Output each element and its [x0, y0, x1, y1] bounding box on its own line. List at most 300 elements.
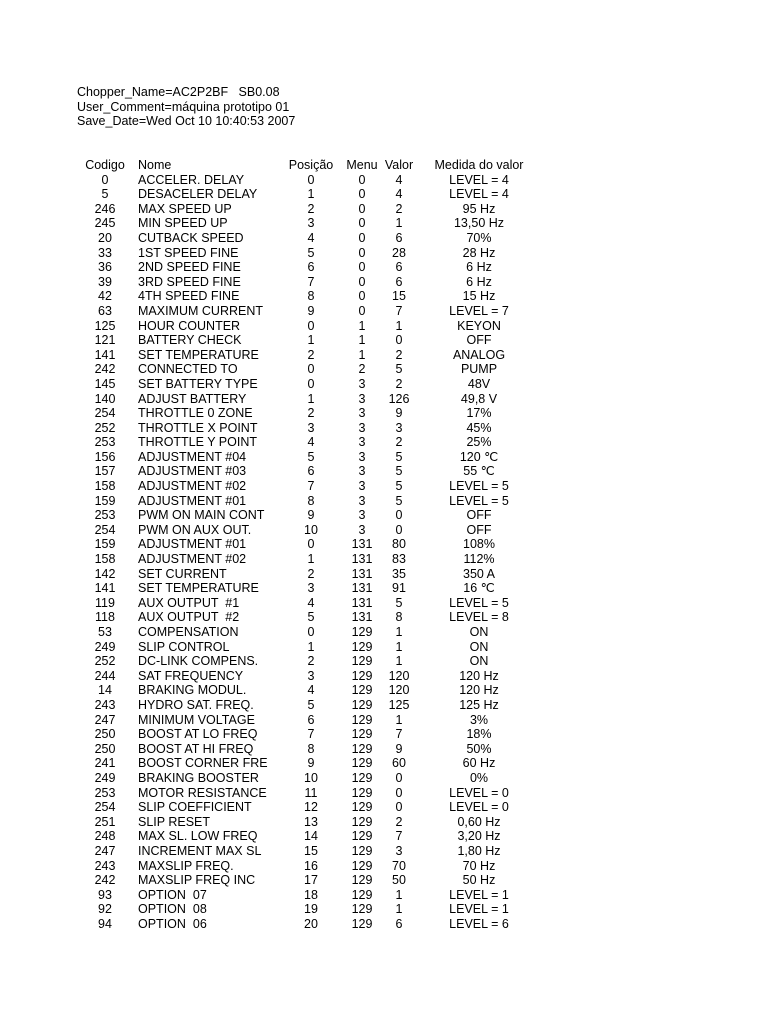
- table-row: [72, 173, 542, 188]
- valor-cell: 5: [395, 362, 403, 377]
- table-row: [72, 479, 542, 494]
- table-row: [72, 508, 542, 523]
- posicao-cell: 16: [304, 858, 318, 873]
- save-date-line: Save_Date=Wed Oct 10 10:40:53 2007: [77, 114, 296, 128]
- posicao-cell: 2: [307, 201, 315, 216]
- posicao-cell: 6: [307, 260, 315, 275]
- medida-cell: 70%: [466, 230, 492, 245]
- medida-cell: LEVEL = 4: [449, 172, 509, 187]
- menu-cell: 129: [351, 639, 373, 654]
- codigo-cell: 252: [94, 420, 116, 435]
- posicao-cell: 1: [307, 552, 315, 567]
- posicao-cell: 14: [304, 829, 318, 844]
- menu-cell: 0: [358, 245, 366, 260]
- codigo-cell: 94: [98, 916, 112, 931]
- valor-cell: 9: [395, 741, 403, 756]
- user-comment-line: User_Comment=máquina prototipo 01: [77, 99, 290, 114]
- table-row: [72, 231, 542, 246]
- medida-cell: 15 Hz: [462, 289, 496, 304]
- codigo-cell: 245: [94, 216, 116, 231]
- menu-cell: 0: [358, 274, 366, 289]
- codigo-cell: 5: [101, 187, 109, 202]
- codigo-cell: 159: [94, 493, 116, 508]
- nome-cell: PWM ON MAIN CONT: [138, 508, 265, 523]
- table-row: [72, 187, 542, 202]
- codigo-cell: 247: [94, 712, 116, 727]
- nome-cell: ADJUSTMENT #02: [138, 479, 247, 494]
- posicao-cell: 2: [307, 406, 315, 421]
- medida-cell: 125 Hz: [459, 697, 499, 712]
- posicao-cell: 8: [307, 741, 315, 756]
- table-row: [72, 319, 542, 334]
- menu-cell: 131: [351, 610, 373, 625]
- posicao-cell: 10: [304, 770, 318, 785]
- posicao-cell: 1: [307, 187, 315, 202]
- table-row: [72, 742, 542, 757]
- chopper-name-line: Chopper_Name=AC2P2BF SB0.08: [77, 85, 280, 99]
- nome-cell: ADJUSTMENT #04: [138, 449, 247, 464]
- posicao-cell: 15: [304, 843, 318, 858]
- valor-cell: 50: [392, 873, 406, 888]
- posicao-cell: 5: [307, 449, 315, 464]
- codigo-cell: 0: [101, 172, 109, 187]
- table-row: [72, 275, 542, 290]
- posicao-cell: 3: [307, 420, 315, 435]
- nome-cell: SLIP CONTROL: [138, 639, 230, 654]
- codigo-cell: 254: [94, 522, 116, 537]
- posicao-cell: 20: [304, 916, 318, 931]
- nome-cell: AUX OUTPUT #1: [138, 595, 240, 610]
- codigo-cell: 249: [94, 639, 116, 654]
- posicao-cell: 2: [307, 566, 315, 581]
- valor-cell: 2: [395, 435, 403, 450]
- menu-cell: 1: [358, 347, 366, 362]
- nome-cell: DC-LINK COMPENS.: [138, 654, 259, 669]
- valor-cell: 1: [395, 318, 403, 333]
- posicao-cell: 3: [307, 216, 315, 231]
- menu-cell: 0: [358, 289, 366, 304]
- menu-cell: 131: [351, 537, 373, 552]
- medida-cell: 120 Hz: [459, 683, 499, 698]
- medida-cell: LEVEL = 5: [449, 595, 509, 610]
- valor-cell: 1: [395, 887, 403, 902]
- valor-cell: 3: [395, 843, 403, 858]
- posicao-cell: 2: [307, 347, 315, 362]
- medida-cell: 45%: [466, 420, 492, 435]
- valor-cell: 120: [388, 683, 410, 698]
- posicao-cell: 12: [304, 800, 318, 815]
- codigo-cell: 119: [95, 595, 115, 610]
- menu-cell: 129: [351, 843, 373, 858]
- nome-cell: OPTION 07: [138, 887, 207, 902]
- valor-cell: 0: [395, 800, 403, 815]
- nome-cell: ADJUST BATTERY: [138, 391, 247, 406]
- menu-cell: 3: [358, 435, 366, 450]
- nome-cell: MAXSLIP FREQ INC: [138, 873, 256, 888]
- posicao-cell: 3: [307, 668, 315, 683]
- medida-cell: 6 Hz: [466, 260, 492, 275]
- table-row: [72, 289, 542, 304]
- table-row: [72, 800, 542, 815]
- nome-cell: SET TEMPERATURE: [138, 581, 259, 596]
- valor-cell: 1: [395, 625, 403, 639]
- valor-cell: 83: [392, 552, 406, 567]
- menu-cell: 3: [358, 464, 366, 479]
- posicao-cell: 4: [307, 683, 315, 698]
- medida-cell: 95 Hz: [462, 201, 496, 216]
- nome-cell: MINIMUM VOLTAGE: [138, 712, 255, 727]
- codigo-cell: 254: [94, 800, 116, 815]
- medida-cell: ON: [469, 639, 489, 654]
- medida-cell: 60 Hz: [462, 756, 496, 771]
- table-row: [72, 727, 542, 742]
- menu-cell: 131: [351, 552, 373, 567]
- nome-cell: SAT FREQUENCY: [138, 668, 244, 683]
- codigo-cell: 118: [95, 610, 115, 625]
- table-row: [72, 625, 542, 640]
- codigo-cell: 249: [94, 770, 116, 785]
- valor-cell: 2: [395, 814, 403, 829]
- menu-cell: 0: [358, 216, 366, 231]
- menu-cell: 129: [351, 712, 373, 727]
- table-row: [72, 640, 542, 655]
- nome-cell: THROTTLE Y POINT: [138, 435, 258, 450]
- posicao-cell: 1: [307, 639, 315, 654]
- table-row: [72, 669, 542, 684]
- valor-cell: 6: [395, 274, 403, 289]
- medida-cell: LEVEL = 0: [449, 785, 509, 800]
- menu-cell: 129: [351, 683, 373, 698]
- codigo-cell: 158: [94, 552, 116, 567]
- medida-cell: 25%: [466, 435, 492, 450]
- posicao-cell: 0: [307, 376, 315, 391]
- posicao-cell: 5: [307, 245, 315, 260]
- nome-cell: 2ND SPEED FINE: [138, 260, 241, 275]
- menu-cell: 3: [358, 376, 366, 391]
- table-row: [72, 567, 542, 582]
- codigo-cell: 159: [94, 537, 116, 552]
- nome-cell: SET TEMPERATURE: [138, 347, 259, 362]
- nome-cell: MAXIMUM CURRENT: [138, 303, 263, 318]
- table-row: [72, 202, 542, 217]
- codigo-cell: 248: [94, 829, 116, 844]
- posicao-cell: 9: [307, 756, 315, 771]
- posicao-cell: 3: [307, 581, 315, 596]
- valor-cell: 0: [395, 333, 403, 348]
- table-row: [72, 844, 542, 859]
- table-row: [72, 450, 542, 465]
- valor-cell: 0: [395, 508, 403, 523]
- medida-cell: 3,20 Hz: [457, 829, 501, 844]
- codigo-cell: 158: [94, 479, 116, 494]
- table-row: [72, 888, 542, 903]
- medida-cell: 108%: [463, 537, 495, 552]
- table-row: [72, 304, 542, 319]
- column-header-valor: Valor: [384, 158, 414, 172]
- valor-cell: 1: [395, 654, 403, 669]
- medida-cell: 120 Hz: [459, 668, 499, 683]
- medida-cell: 13,50 Hz: [453, 216, 505, 231]
- codigo-cell: 39: [98, 274, 112, 289]
- menu-cell: 131: [351, 581, 373, 596]
- codigo-cell: 250: [94, 727, 116, 742]
- table-row: [72, 362, 542, 377]
- medida-cell: 49,8 V: [460, 391, 498, 406]
- menu-cell: 0: [358, 187, 366, 202]
- menu-cell: 129: [351, 902, 373, 917]
- medida-cell: LEVEL = 0: [449, 800, 509, 815]
- posicao-cell: 0: [307, 537, 315, 552]
- menu-cell: 131: [351, 595, 373, 610]
- nome-cell: CONNECTED TO: [138, 362, 238, 377]
- posicao-cell: 19: [304, 902, 318, 917]
- valor-cell: 5: [395, 449, 403, 464]
- valor-cell: 5: [395, 464, 403, 479]
- table-row: [72, 246, 542, 261]
- valor-cell: 7: [395, 829, 403, 844]
- medida-cell: ANALOG: [452, 347, 506, 362]
- table-row: [72, 260, 542, 275]
- valor-cell: 2: [395, 201, 403, 216]
- table-row: [72, 581, 542, 596]
- table-row: [72, 815, 542, 830]
- posicao-cell: 17: [304, 873, 318, 888]
- table-row: [72, 523, 542, 538]
- medida-cell: 112%: [463, 552, 495, 567]
- table-row: [72, 537, 542, 552]
- menu-cell: 129: [351, 668, 373, 683]
- menu-cell: 3: [358, 406, 366, 421]
- posicao-cell: 9: [307, 508, 315, 523]
- table-row: [72, 333, 542, 348]
- medida-cell: LEVEL = 5: [449, 493, 509, 508]
- nome-cell: MOTOR RESISTANCE: [138, 785, 267, 800]
- medida-cell: 1,80 Hz: [457, 843, 501, 858]
- medida-cell: LEVEL = 6: [449, 916, 509, 931]
- medida-cell: 70 Hz: [462, 858, 496, 873]
- nome-cell: 3RD SPEED FINE: [138, 274, 241, 289]
- menu-cell: 2: [358, 362, 366, 377]
- codigo-cell: 145: [94, 376, 116, 391]
- menu-cell: 129: [351, 829, 373, 844]
- table-row: [72, 464, 542, 479]
- nome-cell: ADJUSTMENT #01: [138, 493, 247, 508]
- menu-cell: 3: [358, 420, 366, 435]
- valor-cell: 35: [392, 566, 406, 581]
- medida-cell: 120 ℃: [459, 449, 499, 464]
- valor-cell: 6: [395, 230, 403, 245]
- column-header-nome: Nome: [138, 158, 172, 172]
- nome-cell: 1ST SPEED FINE: [138, 245, 239, 260]
- nome-cell: INCREMENT MAX SL: [138, 843, 262, 858]
- valor-cell: 7: [395, 303, 403, 318]
- table-row: [72, 873, 542, 888]
- medida-cell: OFF: [466, 333, 492, 348]
- posicao-cell: 13: [304, 814, 318, 829]
- posicao-cell: 5: [307, 610, 315, 625]
- nome-cell: SLIP COEFFICIENT: [138, 800, 252, 815]
- codigo-cell: 140: [94, 391, 116, 406]
- valor-cell: 7: [395, 727, 403, 742]
- posicao-cell: 8: [307, 493, 315, 508]
- valor-cell: 60: [392, 756, 406, 771]
- valor-cell: 80: [392, 537, 406, 552]
- valor-cell: 5: [395, 595, 403, 610]
- nome-cell: SET BATTERY TYPE: [138, 376, 258, 391]
- table-row: [72, 494, 542, 509]
- table-row: [72, 552, 542, 567]
- nome-cell: BATTERY CHECK: [138, 333, 242, 348]
- codigo-cell: 63: [98, 303, 112, 318]
- valor-cell: 1: [395, 902, 403, 917]
- valor-cell: 15: [392, 289, 406, 304]
- menu-cell: 3: [358, 449, 366, 464]
- nome-cell: OPTION 06: [138, 916, 207, 931]
- menu-cell: 129: [351, 727, 373, 742]
- nome-cell: COMPENSATION: [138, 625, 239, 639]
- menu-cell: 129: [351, 785, 373, 800]
- nome-cell: ADJUSTMENT #02: [138, 552, 247, 567]
- menu-cell: 1: [358, 333, 366, 348]
- codigo-cell: 247: [94, 843, 116, 858]
- codigo-cell: 53: [98, 625, 112, 639]
- menu-cell: 129: [351, 756, 373, 771]
- valor-cell: 1: [395, 216, 403, 231]
- posicao-cell: 0: [307, 362, 315, 377]
- posicao-cell: 7: [307, 274, 315, 289]
- menu-cell: 129: [351, 873, 373, 888]
- codigo-cell: 156: [94, 449, 116, 464]
- menu-cell: 129: [351, 916, 373, 931]
- nome-cell: ADJUSTMENT #01: [138, 537, 247, 552]
- valor-cell: 0: [395, 785, 403, 800]
- codigo-cell: 241: [94, 756, 116, 771]
- nome-cell: BOOST AT HI FREQ: [138, 741, 254, 756]
- codigo-cell: 242: [94, 362, 116, 377]
- table-row: [72, 596, 542, 611]
- menu-cell: 129: [351, 654, 373, 669]
- posicao-cell: 6: [307, 712, 315, 727]
- column-header-codigo: Codigo: [85, 158, 125, 172]
- codigo-cell: 254: [94, 406, 116, 421]
- medida-cell: LEVEL = 5: [449, 479, 509, 494]
- posicao-cell: 18: [304, 887, 318, 902]
- menu-cell: 3: [358, 522, 366, 537]
- codigo-cell: 142: [94, 566, 116, 581]
- posicao-cell: 4: [307, 595, 315, 610]
- nome-cell: OPTION 08: [138, 902, 207, 917]
- column-header-menu: Menu: [346, 158, 378, 172]
- medida-cell: 350 A: [463, 566, 495, 581]
- valor-cell: 6: [395, 916, 403, 931]
- nome-cell: AUX OUTPUT #2: [138, 610, 240, 625]
- posicao-cell: 5: [307, 697, 315, 712]
- codigo-cell: 253: [94, 785, 116, 800]
- table-row: [72, 917, 542, 932]
- codigo-cell: 243: [94, 858, 116, 873]
- posicao-cell: 10: [304, 522, 318, 537]
- valor-cell: 1: [395, 639, 403, 654]
- posicao-cell: 11: [304, 785, 318, 800]
- valor-cell: 91: [392, 581, 406, 596]
- posicao-cell: 7: [307, 727, 315, 742]
- menu-cell: 0: [358, 172, 366, 187]
- codigo-cell: 252: [94, 654, 116, 669]
- nome-cell: BOOST CORNER FRE: [138, 756, 268, 771]
- medida-cell: 0,60 Hz: [457, 814, 501, 829]
- medida-cell: 16 ℃: [463, 581, 495, 596]
- medida-cell: LEVEL = 1: [449, 902, 509, 917]
- codigo-cell: 36: [98, 260, 112, 275]
- codigo-cell: 141: [94, 347, 116, 362]
- valor-cell: 70: [392, 858, 406, 873]
- table-row: [72, 421, 542, 436]
- table-row: [72, 713, 542, 728]
- menu-cell: 0: [358, 201, 366, 216]
- table-row: [72, 698, 542, 713]
- medida-cell: LEVEL = 1: [449, 887, 509, 902]
- medida-cell: ON: [469, 625, 489, 639]
- table-row: [72, 216, 542, 231]
- medida-cell: 6 Hz: [466, 274, 492, 289]
- table-row: [72, 902, 542, 917]
- codigo-cell: 33: [98, 245, 112, 260]
- menu-cell: 0: [358, 230, 366, 245]
- valor-cell: 8: [395, 610, 403, 625]
- medida-cell: LEVEL = 4: [449, 187, 509, 202]
- menu-cell: 3: [358, 479, 366, 494]
- table-row: [72, 392, 542, 407]
- valor-cell: 1: [395, 712, 403, 727]
- codigo-cell: 20: [98, 230, 112, 245]
- medida-cell: 50%: [466, 741, 492, 756]
- posicao-cell: 6: [307, 464, 315, 479]
- menu-cell: 129: [351, 814, 373, 829]
- medida-cell: LEVEL = 8: [449, 610, 509, 625]
- nome-cell: SET CURRENT: [138, 566, 227, 581]
- medida-cell: ON: [469, 654, 489, 669]
- codigo-cell: 243: [94, 697, 116, 712]
- nome-cell: HYDRO SAT. FREQ.: [138, 697, 254, 712]
- posicao-cell: 0: [307, 318, 315, 333]
- valor-cell: 28: [392, 245, 406, 260]
- column-header-posicao: Posição: [288, 158, 334, 172]
- medida-cell: PUMP: [460, 362, 498, 377]
- valor-cell: 5: [395, 479, 403, 494]
- codigo-cell: 125: [94, 318, 116, 333]
- medida-cell: 0%: [469, 770, 489, 785]
- posicao-cell: 2: [307, 654, 315, 669]
- codigo-cell: 253: [94, 508, 116, 523]
- table-row: [72, 377, 542, 392]
- menu-cell: 129: [351, 858, 373, 873]
- codigo-cell: 93: [98, 887, 112, 902]
- codigo-cell: 141: [94, 581, 116, 596]
- table-body: [72, 173, 542, 932]
- posicao-cell: 8: [307, 289, 315, 304]
- valor-cell: 9: [395, 406, 403, 421]
- codigo-cell: 121: [94, 333, 116, 348]
- menu-cell: 3: [358, 391, 366, 406]
- nome-cell: ACCELER. DELAY: [138, 172, 245, 187]
- nome-cell: SLIP RESET: [138, 814, 211, 829]
- codigo-cell: 14: [98, 683, 112, 698]
- nome-cell: THROTTLE X POINT: [138, 420, 258, 435]
- nome-cell: MAXSLIP FREQ.: [138, 858, 234, 873]
- medida-cell: 18%: [466, 727, 492, 742]
- valor-cell: 120: [388, 668, 410, 683]
- table-row: [72, 348, 542, 363]
